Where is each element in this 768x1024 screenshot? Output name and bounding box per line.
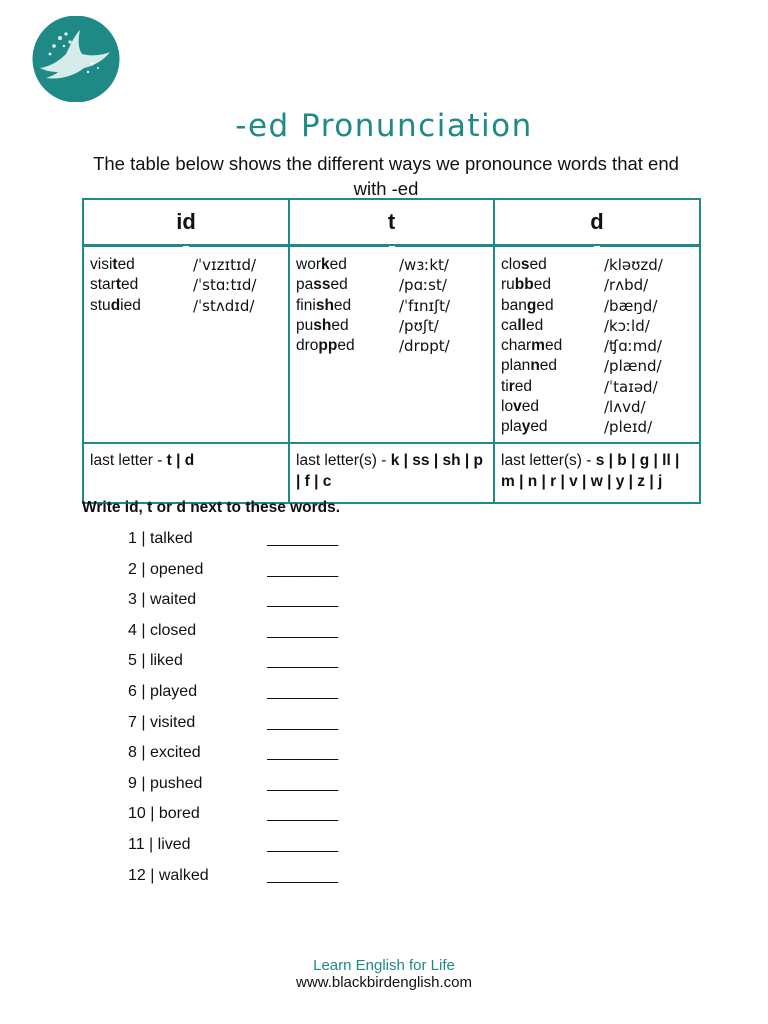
word-part: ed: [333, 296, 352, 314]
example-word: [90, 275, 193, 295]
exercise-item: [128, 713, 339, 732]
ipa-transcription: /ˈvɪzɪtɪd/: [193, 256, 257, 274]
word-part: ed: [337, 337, 355, 355]
words-cell-t: [289, 245, 494, 443]
word-key-letters: s: [520, 256, 530, 273]
word-part: ti: [501, 377, 509, 395]
column-header-d: d: [494, 199, 700, 245]
word-part: ed: [526, 316, 544, 334]
exercise-instruction: Write id, t or d next to these words.: [82, 499, 341, 516]
exercise-label: 4 | closed: [128, 621, 197, 639]
words-cell-id: [83, 245, 289, 443]
word-key-letters: v: [513, 398, 522, 416]
ipa-transcription: /kɔːld/: [604, 316, 650, 335]
word-part: ed: [530, 418, 548, 436]
word-part: lo: [501, 398, 514, 416]
exercise-item: [128, 560, 339, 579]
exercise-item: [128, 805, 339, 823]
exercise-item: [128, 744, 339, 762]
ipa-transcription: /plænd/: [604, 357, 662, 376]
word-part: star: [90, 276, 116, 294]
example-word: [501, 417, 604, 437]
answer-blank[interactable]: ________: [267, 866, 339, 884]
exercise-label: 8 | excited: [128, 744, 201, 762]
answer-blank[interactable]: ________: [267, 530, 339, 547]
page-title: -ed Pronunciation: [235, 108, 533, 144]
rule-cell-t: [289, 443, 494, 503]
example-word: [501, 296, 604, 316]
example-word: [501, 397, 604, 417]
exercise-label: 9 | pushed: [128, 774, 203, 792]
word-part: dro: [296, 337, 319, 355]
example-word: [501, 255, 604, 275]
word-part: ed: [539, 357, 558, 375]
word-part: pla: [501, 418, 522, 436]
rule-letters: k | ss | sh | p | f | c: [296, 452, 484, 490]
word-key-letters: pp: [318, 337, 338, 355]
answer-blank[interactable]: ________: [267, 836, 339, 853]
word-part: ed: [536, 296, 554, 314]
ipa-transcription: /kləʊzd/: [604, 256, 663, 274]
word-key-letters: g: [526, 296, 537, 314]
exercise-item: [128, 866, 339, 885]
exercise-item: [128, 652, 339, 670]
word-key-letters: n: [530, 357, 540, 375]
answer-blank[interactable]: ________: [267, 591, 339, 609]
word-key-letters: m: [531, 337, 545, 355]
answer-blank[interactable]: ________: [267, 560, 339, 578]
exercise-item: [128, 621, 339, 640]
example-word: [296, 296, 399, 316]
word-key-letters: bb: [514, 276, 534, 294]
rule-prefix: last letter -: [90, 452, 167, 469]
word-part: ed: [121, 276, 139, 294]
exercise-label: 2 | opened: [128, 560, 204, 578]
word-part: stu: [90, 296, 111, 314]
example-word: [501, 275, 604, 295]
exercise-label: 1 | talked: [128, 530, 193, 547]
word-key-letters: k: [320, 256, 330, 273]
rule-prefix: last letter(s) -: [296, 452, 391, 469]
word-part: ban: [501, 296, 527, 314]
answer-blank[interactable]: ________: [267, 713, 339, 731]
word-part: ed: [331, 316, 349, 334]
exercise-label: 3 | waited: [128, 591, 197, 609]
exercise-label: 11 | lived: [128, 836, 191, 853]
answer-blank[interactable]: ________: [267, 683, 339, 700]
rule-letters: s | b | g | ll | m | n | r | v | w | y | z | j: [501, 452, 680, 490]
word-part: visi: [90, 256, 113, 273]
word-part: ru: [501, 276, 515, 294]
example-word: [296, 255, 399, 275]
word-part: ed: [521, 398, 539, 416]
word-part: clo: [501, 256, 521, 273]
footer-tagline: Learn English for Life: [313, 957, 455, 974]
example-word: [296, 275, 399, 295]
pronunciation-table: [82, 198, 701, 504]
example-word: [296, 336, 399, 356]
answer-blank[interactable]: ________: [267, 621, 339, 639]
rule-cell-d: [494, 443, 700, 503]
ipa-transcription: /pʊʃt/: [399, 316, 439, 335]
column-header-t: t: [289, 199, 494, 245]
word-part: fini: [296, 296, 316, 314]
example-word: [90, 255, 193, 275]
ipa-transcription: /wɜːkt/: [399, 256, 449, 274]
exercise-item: [128, 591, 339, 609]
exercise-item: [128, 683, 339, 701]
ipa-transcription: /ˈfɪnɪʃt/: [399, 296, 451, 315]
exercise-item: [128, 530, 339, 548]
word-part: ed: [329, 256, 347, 273]
word-part: ed: [514, 377, 533, 395]
page-subtitle: The table below shows the different ways we pronounce words that end with -ed: [93, 153, 679, 199]
word-part: ed: [544, 337, 563, 355]
ipa-transcription: /rʌbd/: [604, 276, 649, 295]
word-part: pu: [296, 316, 314, 334]
word-part: ed: [529, 256, 547, 273]
answer-blank[interactable]: ________: [267, 744, 339, 762]
example-word: [501, 316, 604, 336]
rule-cell-id: [83, 443, 289, 503]
ipa-transcription: /pɑːst/: [399, 276, 447, 295]
word-part: ed: [330, 276, 348, 294]
word-part: ed: [533, 276, 551, 294]
word-part: ca: [501, 316, 518, 334]
exercise-label: 10 | bored: [128, 805, 200, 823]
answer-blank[interactable]: ________: [267, 652, 339, 670]
word-key-letters: t: [112, 256, 118, 273]
exercise-label: 5 | liked: [128, 652, 183, 670]
ipa-transcription: /pleɪd/: [604, 418, 653, 437]
ipa-transcription: /ˈstɑːtɪd/: [193, 276, 257, 295]
example-word: [90, 296, 193, 316]
answer-blank[interactable]: ________: [267, 805, 339, 823]
column-header-id: id: [83, 199, 289, 245]
ipa-transcription: /drɒpt/: [399, 337, 450, 356]
blackbird-logo-icon: [30, 16, 122, 102]
word-key-letters: t: [115, 276, 122, 294]
example-word: [296, 316, 399, 336]
word-key-letters: sh: [313, 316, 332, 334]
ipa-transcription: /ˈtaɪəd/: [604, 377, 658, 396]
ipa-transcription: /lʌvd/: [604, 398, 646, 417]
ipa-transcription: /ˈstʌdɪd/: [193, 296, 255, 315]
word-key-letters: sh: [315, 296, 334, 314]
exercise-label: 12 | walked: [128, 866, 209, 884]
word-key-letters: ll: [517, 316, 526, 334]
word-part: pa: [296, 276, 314, 294]
word-part: wor: [296, 256, 321, 273]
word-key-letters: ss: [313, 276, 331, 294]
footer-url[interactable]: www.blackbirdenglish.com: [296, 974, 472, 991]
rule-letters: t | d: [166, 452, 195, 469]
word-part: char: [501, 337, 532, 355]
ipa-transcription: /bæŋd/: [604, 296, 658, 315]
exercise-item: [128, 774, 339, 793]
word-part: plan: [501, 357, 531, 375]
example-word: [501, 356, 604, 376]
example-word: [501, 336, 604, 356]
exercise-label: 6 | played: [128, 683, 198, 700]
word-part: ed: [117, 256, 135, 273]
exercise-label: 7 | visited: [128, 713, 196, 731]
word-key-letters: y: [521, 418, 531, 436]
example-word: [501, 377, 604, 397]
ipa-transcription: /ʧɑːmd/: [604, 337, 662, 356]
word-key-letters: d: [110, 296, 121, 314]
word-part: ied: [120, 296, 141, 314]
answer-blank[interactable]: ________: [267, 774, 339, 792]
exercise-item: [128, 836, 339, 854]
words-cell-d: [494, 245, 700, 443]
word-key-letters: r: [508, 377, 515, 395]
rule-prefix: last letter(s) -: [501, 452, 596, 469]
